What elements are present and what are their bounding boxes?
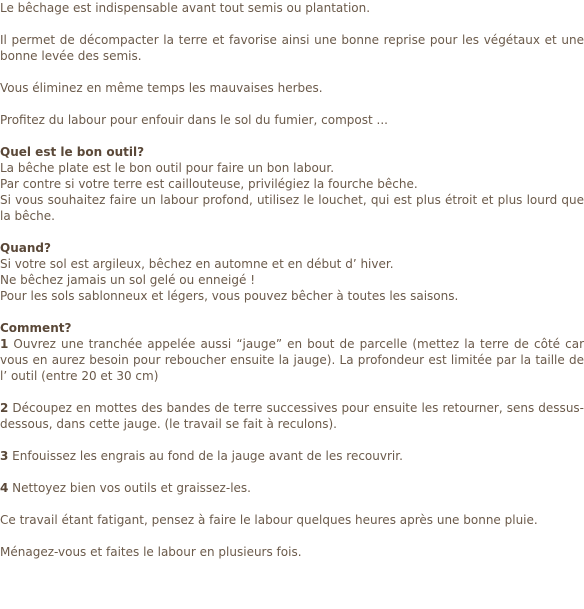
intro-paragraph-1: Le bêchage est indispensable avant tout semis ou plantation.	[0, 1, 371, 15]
step-number: 2	[0, 401, 9, 415]
step-number: 4	[0, 481, 9, 495]
intro-paragraph-3: Vous éliminez en même temps les mauvaises herbes.	[0, 81, 323, 95]
when-line-2: Ne bêchez jamais un sol gelé ou enneigé !	[0, 273, 255, 287]
tool-line-3: Si vous souhaitez faire un labour profond, utilisez le louchet, qui est plus étroit et plus lourd que la bêche.	[0, 193, 584, 223]
step-text: Découpez en mottes des bandes de terre successives pour ensuite les retourner, sens dessus-dessous, dans cette jauge. (le travail se fait à reculons).	[0, 401, 584, 431]
how-heading: Comment?	[0, 321, 72, 335]
step-text: Ouvrez une tranchée appelée aussi “jauge” en bout de parcelle (mettez la terre de côté car vous en aurez besoin pour reboucher ensuite la jauge). La profondeur est limitée par la taille de l’ outil (entre 20 et 30 cm)	[0, 337, 584, 383]
outro-paragraph-2: Ménagez-vous et faites le labour en plusieurs fois.	[0, 545, 302, 559]
step-3	[0, 448, 584, 464]
when-line-3: Pour les sols sablonneux et légers, vous pouvez bêcher à toutes les saisons.	[0, 289, 459, 303]
step-number: 3	[0, 449, 9, 463]
when-section	[0, 240, 584, 304]
step-2	[0, 400, 584, 432]
intro-paragraph-2: Il permet de décompacter la terre et favorise ainsi une bonne reprise pour les végétaux et une bonne levée des semis.	[0, 33, 584, 63]
step-1	[0, 336, 584, 384]
step-text: Enfouissez les engrais au fond de la jauge avant de les recouvrir.	[8, 449, 403, 463]
outro-paragraph-1: Ce travail étant fatigant, pensez à faire le labour quelques heures après une bonne pluie.	[0, 513, 538, 527]
step-number: 1	[0, 337, 9, 351]
tool-section	[0, 144, 584, 224]
tool-line-2: Par contre si votre terre est caillouteuse, privilégiez la fourche bêche.	[0, 177, 418, 191]
tool-line-1: La bêche plate est le bon outil pour faire un bon labour.	[0, 161, 335, 175]
step-4	[0, 480, 584, 496]
step-text: Nettoyez bien vos outils et graissez-les.	[8, 481, 251, 495]
when-line-1: Si votre sol est argileux, bêchez en automne et en début d’ hiver.	[0, 257, 394, 271]
tool-heading: Quel est le bon outil?	[0, 145, 145, 159]
intro-paragraph-4: Profitez du labour pour enfouir dans le sol du fumier, compost ...	[0, 113, 388, 127]
when-heading: Quand?	[0, 241, 51, 255]
